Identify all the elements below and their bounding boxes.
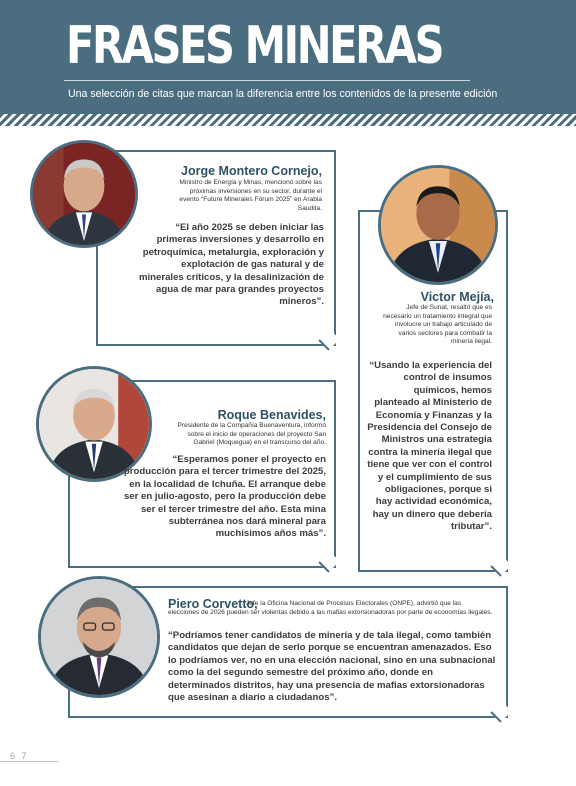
quote-author-name: Victor Mejía, bbox=[420, 290, 494, 304]
quote-author-name: Jorge Montero Cornejo, bbox=[181, 164, 322, 178]
avatar-mejia bbox=[378, 165, 498, 285]
avatar-corvetto bbox=[38, 576, 160, 698]
quote-text: “Usando la experiencia del control de insumos químicos, hemos planteado al Ministerio de Economía y Finanzas y la Presidencia del Consejo de Ministros una estrategia contra la minería ilegal que tiene que ver con el control y el cumplimiento de sus obligaciones, porque si hay actividad económica, hay un dinero que debería tributar”. bbox=[367, 360, 492, 533]
header-banner bbox=[0, 0, 576, 114]
quote-text: “El año 2025 se deben iniciar las primeras inversiones y desarrollo en petroquímica, metalurgia, exploración y explotación de gas natural y de minerales críticos, y la desalinización de agua de mar para grandes proyectos mineros”. bbox=[138, 222, 324, 308]
page-subtitle: Una selección de citas que marcan la diferencia entre los contenidos de la presente edición bbox=[68, 88, 498, 100]
striped-divider bbox=[0, 114, 576, 126]
portrait-icon bbox=[41, 579, 157, 695]
quote-author-role: Jefe la Oficina Nacional de Procesos Electorales (ONPE), advirtió que las elecciones de 2026 pueden ser violentas debido a las mafias extorsionadoras por parte de economías ilegales. bbox=[168, 600, 493, 616]
quote-text: “Esperamos poner el proyecto en producción para el tercer trimestre del 2025, en la localidad de Ichuña. El arranque debe ser en julio-agosto, pero la producción debe ser el tercer trimestre del año. Esta mina subterránea nos dará mineral para muchísimos años más”. bbox=[123, 454, 326, 540]
quote-author-name: Roque Benavides, bbox=[217, 408, 326, 422]
page-title: FRASES MINERAS bbox=[66, 16, 443, 76]
footer-rule bbox=[0, 761, 58, 762]
page-number: 6 7 bbox=[10, 751, 29, 761]
portrait-icon bbox=[33, 143, 135, 245]
portrait-icon bbox=[381, 168, 495, 282]
avatar-montero bbox=[30, 140, 138, 248]
title-divider bbox=[64, 80, 470, 81]
quote-author-role: Presidente de la Compañía Buenaventura, informó sobre el inicio de operaciones del proyecto San Gabriel (Moquegua) en el transcurso del año. bbox=[177, 422, 326, 447]
quote-author-role: Ministro de Energía y Minas, mencionó sobre las próximas inversiones en su sector, durante el evento “Future Minerales Fórum 2025” en Arabia Saudita. bbox=[179, 179, 322, 212]
quote-text: “Podríamos tener candidatos de minería y de tala ilegal, como también candidatos que dejan de serlo porque se encuentran amenazados. Eso lo podríamos ver, no en una elección nacional, sino en una subnacional como la del segundo semestre del próximo año, donde en determinados distritos, hay una presencia de mafias extorsionadoras que asesinan a diario a ciudadanos”. bbox=[168, 630, 496, 704]
quote-author-role: Jefe de Sunat, resaltó que es necesario un tratamiento integral que involucre un trabajo articulado de varios sectores para combatir la minería ilegal. bbox=[383, 304, 492, 346]
quote-author-name: Piero Corvetto, bbox=[168, 597, 258, 611]
